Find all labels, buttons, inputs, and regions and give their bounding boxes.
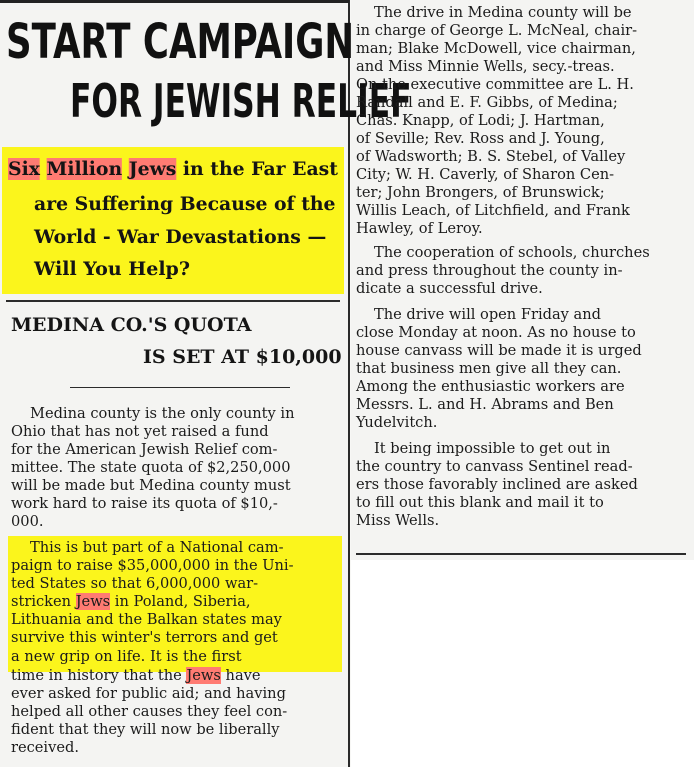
text-line: Among the enthusiastic workers are [356,378,625,395]
text-line: ter; John Brongers, of Brunswick; [356,184,605,201]
highlight-word: Jews [186,667,221,684]
text-line: work hard to raise its quota of $10,- [11,495,278,512]
text-line: house canvass will be made it is urged [356,342,642,359]
text-line: received. [11,739,79,756]
deck-line-4: Will You Help? [34,258,190,280]
highlight-word: Six [8,158,40,180]
text-line: the country to canvass Sentinel read- [356,458,633,475]
text-line: that business men give all they can. [356,360,622,377]
text-line: a new grip on life. It is the first [11,648,242,665]
text-line: of Seville; Rev. Ross and J. Young, [356,130,605,147]
section-rule [70,387,290,388]
end-rule [356,553,686,555]
highlight-word: Jews [75,593,111,610]
text-line: ers those favorably inclined are asked [356,476,638,493]
text-line: stricken Jews in Poland, Siberia, [11,593,251,610]
text-line: will be made but Medina county must [11,477,291,494]
text-line: for the American Jewish Relief com- [11,441,278,458]
text-line: City; W. H. Caverly, of Sharon Cen- [356,166,615,183]
deck-line-1 [8,158,338,180]
text-line: The drive in Medina county will be [374,4,632,21]
text-line: Miss Wells. [356,512,440,529]
text-line: of Wadsworth; B. S. Stebel, of Valley [356,148,626,165]
deck-line-3: World - War Devastations — [34,226,327,248]
text-line: The cooperation of schools, churches [374,244,650,261]
text-line: ted States so that 6,000,000 war- [11,575,259,592]
text-line: man; Blake McDowell, vice chairman, [356,40,636,57]
section-rule [6,300,340,302]
text-line: fident that they will now be liberally [11,721,280,738]
text-line: Randall and E. F. Gibbs, of Medina; [356,94,618,111]
subhead-line-2: IS SET AT $10,000 [143,346,342,368]
text-line: Hawley, of Leroy. [356,220,483,237]
text-line: dicate a successful drive. [356,280,543,297]
text-line: Medina county is the only county in [30,405,295,422]
text-line: Willis Leach, of Litchfield, and Frank [356,202,630,219]
text-line: The drive will open Friday and [374,306,601,323]
text-line: Ohio that has not yet raised a fund [11,423,269,440]
deck-line-2: are Suffering Because of the [34,193,336,215]
text-line: close Monday at noon. As no house to [356,324,636,341]
text-line: to fill out this blank and mail it to [356,494,604,511]
text-line: in charge of George L. McNeal, chair- [356,22,638,39]
text-line: mittee. The state quota of $2,250,000 [11,459,291,476]
text-line: On the executive committee are L. H. [356,76,634,93]
text-line: Lithuania and the Balkan states may [11,611,282,628]
text-line: time in history that the Jews have [11,667,261,684]
text-line: paign to raise $35,000,000 in the Uni- [11,557,294,574]
top-rule [0,0,349,3]
text-line: 000. [11,513,44,530]
headline-line-2: FOR JEWISH RELIEF [70,74,412,128]
text-line: helped all other causes they feel con- [11,703,288,720]
subhead-line-1: MEDINA CO.'S QUOTA [11,314,252,336]
text-line: Chas. Knapp, of Lodi; J. Hartman, [356,112,605,129]
text-line: It being impossible to get out in [374,440,611,457]
blank-area [351,560,694,767]
highlight-word: Jews [128,158,177,180]
text-line: and Miss Minnie Wells, secy.-treas. [356,58,615,75]
headline-line-1: START CAMPAIGN [6,14,355,70]
text-line: Yudelvitch. [356,414,438,431]
text-line: and press throughout the county in- [356,262,623,279]
text-line: ever asked for public aid; and having [11,685,286,702]
text-line: survive this winter's terrors and get [11,629,278,646]
deck-line-1-rest: in the Far East [176,158,338,180]
highlight-word: Million [46,158,123,180]
text-line: This is but part of a National cam- [30,539,284,556]
text-line: Messrs. L. and H. Abrams and Ben [356,396,614,413]
